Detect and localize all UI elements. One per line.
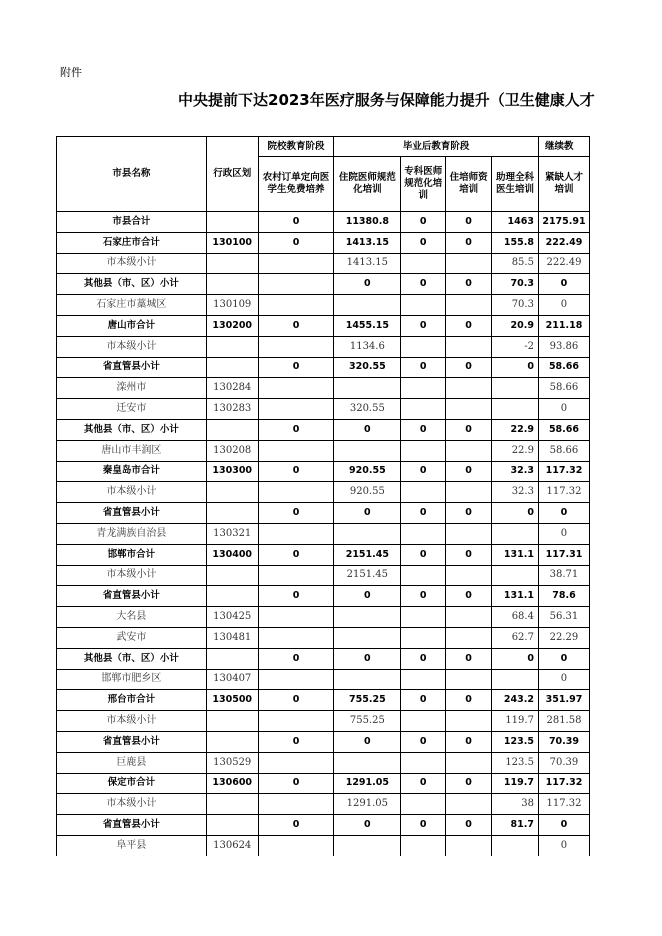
cell-admin-code: 130600 [206, 773, 258, 794]
cell-admin-code: 130283 [206, 399, 258, 420]
cell-shortage-talent-training: 78.6 [538, 586, 589, 607]
cell-resident-training: 755.25 [334, 690, 401, 711]
cell-resident-training: 0 [334, 648, 401, 669]
cell-rural-order [258, 399, 334, 420]
cell-trainer-training: 0 [446, 274, 492, 295]
cell-specialist-training [401, 482, 446, 503]
cell-rural-order: 0 [258, 461, 334, 482]
table-row [57, 253, 590, 274]
cell-admin-code: 130624 [206, 835, 258, 856]
cell-admin-code [206, 419, 258, 440]
header-trainer-training: 住培师资培训 [446, 157, 492, 212]
cell-shortage-talent-training: 117.32 [538, 482, 589, 503]
cell-rural-order [258, 336, 334, 357]
cell-rural-order: 0 [258, 315, 334, 336]
cell-specialist-training: 0 [401, 315, 446, 336]
cell-shortage-talent-training: 56.31 [538, 607, 589, 628]
table-row [57, 586, 590, 607]
cell-resident-training: 0 [334, 419, 401, 440]
cell-specialist-training [401, 253, 446, 274]
cell-city-name: 唐山市丰润区 [57, 440, 207, 461]
table-row [57, 835, 590, 856]
cell-rural-order [258, 794, 334, 815]
table-row [57, 274, 590, 295]
cell-city-name: 邯郸市肥乡区 [57, 669, 207, 690]
cell-resident-training: 920.55 [334, 461, 401, 482]
cell-city-name: 市县合计 [57, 212, 207, 233]
cell-rural-order: 0 [258, 586, 334, 607]
cell-assistant-gp-training [492, 669, 539, 690]
cell-city-name: 青龙满族自治县 [57, 523, 207, 544]
cell-assistant-gp-training: 85.5 [492, 253, 539, 274]
allocation-table-viewport [56, 136, 590, 856]
cell-admin-code [206, 503, 258, 524]
header-group-school: 院校教育阶段 [258, 137, 334, 157]
cell-shortage-talent-training: 117.32 [538, 794, 589, 815]
cell-trainer-training [446, 835, 492, 856]
cell-rural-order: 0 [258, 648, 334, 669]
cell-trainer-training [446, 794, 492, 815]
cell-resident-training [334, 295, 401, 316]
cell-trainer-training [446, 399, 492, 420]
cell-resident-training: 0 [334, 731, 401, 752]
cell-rural-order [258, 295, 334, 316]
cell-assistant-gp-training [492, 399, 539, 420]
cell-city-name: 邯郸市合计 [57, 544, 207, 565]
cell-city-name: 市本级小计 [57, 253, 207, 274]
cell-rural-order [258, 711, 334, 732]
cell-rural-order [258, 835, 334, 856]
cell-admin-code: 130200 [206, 315, 258, 336]
cell-rural-order [258, 378, 334, 399]
cell-assistant-gp-training: 68.4 [492, 607, 539, 628]
cell-assistant-gp-training: 123.5 [492, 752, 539, 773]
table-row [57, 794, 590, 815]
table-row [57, 711, 590, 732]
cell-assistant-gp-training: 155.8 [492, 232, 539, 253]
cell-trainer-training: 0 [446, 419, 492, 440]
cell-admin-code: 130208 [206, 440, 258, 461]
cell-shortage-talent-training: 117.31 [538, 544, 589, 565]
cell-trainer-training [446, 378, 492, 399]
cell-specialist-training: 0 [401, 419, 446, 440]
cell-shortage-talent-training: 58.66 [538, 419, 589, 440]
cell-rural-order [258, 482, 334, 503]
cell-admin-code: 130321 [206, 523, 258, 544]
cell-rural-order: 0 [258, 690, 334, 711]
cell-shortage-talent-training: 0 [538, 523, 589, 544]
cell-rural-order [258, 523, 334, 544]
cell-specialist-training [401, 523, 446, 544]
cell-specialist-training [401, 607, 446, 628]
cell-admin-code [206, 253, 258, 274]
header-specialist-training: 专科医师规范化培训 [401, 157, 446, 212]
cell-resident-training: 0 [334, 815, 401, 836]
table-row [57, 419, 590, 440]
header-group-row [57, 137, 590, 157]
cell-admin-code [206, 212, 258, 233]
cell-shortage-talent-training: 38.71 [538, 565, 589, 586]
cell-trainer-training: 0 [446, 212, 492, 233]
cell-city-name: 省直管县小计 [57, 815, 207, 836]
page-title: 中央提前下达2023年医疗服务与保障能力提升（卫生健康人才 [178, 91, 595, 109]
cell-city-name: 市本级小计 [57, 711, 207, 732]
cell-resident-training: 920.55 [334, 482, 401, 503]
cell-specialist-training [401, 711, 446, 732]
cell-rural-order: 0 [258, 544, 334, 565]
table-row [57, 544, 590, 565]
cell-admin-code: 130481 [206, 627, 258, 648]
cell-trainer-training [446, 711, 492, 732]
table-row [57, 523, 590, 544]
cell-assistant-gp-training: 0 [492, 648, 539, 669]
cell-shortage-talent-training: 93.86 [538, 336, 589, 357]
cell-specialist-training [401, 378, 446, 399]
cell-admin-code [206, 648, 258, 669]
cell-resident-training [334, 627, 401, 648]
cell-rural-order: 0 [258, 419, 334, 440]
table-row [57, 669, 590, 690]
cell-resident-training [334, 523, 401, 544]
cell-resident-training: 0 [334, 586, 401, 607]
header-admin-code: 行政区划 [206, 137, 258, 212]
cell-specialist-training [401, 835, 446, 856]
cell-shortage-talent-training: 0 [538, 274, 589, 295]
table-row [57, 648, 590, 669]
cell-specialist-training [401, 399, 446, 420]
cell-city-name: 保定市合计 [57, 773, 207, 794]
cell-admin-code: 130407 [206, 669, 258, 690]
cell-admin-code [206, 711, 258, 732]
table-row [57, 627, 590, 648]
cell-resident-training: 320.55 [334, 357, 401, 378]
cell-city-name: 秦皇岛市合计 [57, 461, 207, 482]
cell-rural-order [258, 565, 334, 586]
cell-rural-order: 0 [258, 773, 334, 794]
table-row [57, 815, 590, 836]
cell-rural-order [258, 627, 334, 648]
cell-resident-training: 1455.15 [334, 315, 401, 336]
cell-city-name: 市本级小计 [57, 565, 207, 586]
table-row [57, 357, 590, 378]
cell-specialist-training [401, 752, 446, 773]
cell-city-name: 省直管县小计 [57, 731, 207, 752]
cell-admin-code [206, 565, 258, 586]
cell-assistant-gp-training: 20.9 [492, 315, 539, 336]
cell-admin-code [206, 815, 258, 836]
cell-resident-training [334, 378, 401, 399]
cell-assistant-gp-training: 119.7 [492, 773, 539, 794]
table-row [57, 503, 590, 524]
cell-trainer-training [446, 336, 492, 357]
cell-resident-training: 1134.6 [334, 336, 401, 357]
cell-resident-training: 755.25 [334, 711, 401, 732]
cell-specialist-training: 0 [401, 586, 446, 607]
cell-specialist-training [401, 440, 446, 461]
cell-admin-code [206, 274, 258, 295]
cell-trainer-training: 0 [446, 690, 492, 711]
cell-rural-order [258, 440, 334, 461]
cell-shortage-talent-training: 2175.91 [538, 212, 589, 233]
cell-specialist-training [401, 627, 446, 648]
cell-shortage-talent-training: 117.32 [538, 773, 589, 794]
cell-shortage-talent-training: 0 [538, 503, 589, 524]
cell-specialist-training: 0 [401, 503, 446, 524]
cell-city-name: 市本级小计 [57, 794, 207, 815]
cell-rural-order [258, 607, 334, 628]
table-row [57, 295, 590, 316]
cell-assistant-gp-training: 32.3 [492, 461, 539, 482]
cell-specialist-training: 0 [401, 212, 446, 233]
cell-trainer-training: 0 [446, 461, 492, 482]
cell-trainer-training: 0 [446, 503, 492, 524]
cell-city-name: 唐山市合计 [57, 315, 207, 336]
cell-specialist-training [401, 565, 446, 586]
cell-trainer-training: 0 [446, 815, 492, 836]
header-shortage-talent-training: 紧缺人才培训 [538, 157, 589, 212]
cell-rural-order: 0 [258, 212, 334, 233]
cell-rural-order: 0 [258, 731, 334, 752]
table-row [57, 752, 590, 773]
cell-shortage-talent-training: 0 [538, 399, 589, 420]
cell-city-name: 武安市 [57, 627, 207, 648]
cell-rural-order [258, 669, 334, 690]
cell-assistant-gp-training: 119.7 [492, 711, 539, 732]
cell-trainer-training: 0 [446, 731, 492, 752]
cell-admin-code: 130425 [206, 607, 258, 628]
cell-assistant-gp-training: -2 [492, 336, 539, 357]
cell-admin-code [206, 357, 258, 378]
cell-admin-code: 130500 [206, 690, 258, 711]
cell-admin-code [206, 586, 258, 607]
cell-shortage-talent-training: 211.18 [538, 315, 589, 336]
attachment-label: 附件 [60, 66, 82, 79]
cell-trainer-training [446, 253, 492, 274]
cell-admin-code [206, 731, 258, 752]
cell-city-name: 省直管县小计 [57, 586, 207, 607]
cell-resident-training: 1291.05 [334, 773, 401, 794]
cell-specialist-training: 0 [401, 232, 446, 253]
cell-trainer-training: 0 [446, 357, 492, 378]
cell-shortage-talent-training: 58.66 [538, 357, 589, 378]
cell-city-name: 省直管县小计 [57, 357, 207, 378]
cell-assistant-gp-training: 22.9 [492, 440, 539, 461]
cell-city-name: 滦州市 [57, 378, 207, 399]
cell-resident-training: 1413.15 [334, 253, 401, 274]
header-resident-training: 住院医师规范化培训 [334, 157, 401, 212]
cell-trainer-training: 0 [446, 586, 492, 607]
cell-assistant-gp-training: 131.1 [492, 586, 539, 607]
cell-shortage-talent-training: 70.39 [538, 752, 589, 773]
cell-assistant-gp-training: 70.3 [492, 295, 539, 316]
cell-specialist-training: 0 [401, 731, 446, 752]
header-assistant-gp-training: 助理全科医生培训 [492, 157, 539, 212]
cell-specialist-training: 0 [401, 274, 446, 295]
cell-shortage-talent-training: 281.58 [538, 711, 589, 732]
table-row [57, 482, 590, 503]
cell-shortage-talent-training: 70.39 [538, 731, 589, 752]
cell-trainer-training: 0 [446, 544, 492, 565]
table-row [57, 440, 590, 461]
cell-assistant-gp-training [492, 523, 539, 544]
cell-assistant-gp-training [492, 378, 539, 399]
cell-admin-code [206, 336, 258, 357]
cell-shortage-talent-training: 22.29 [538, 627, 589, 648]
cell-admin-code: 130400 [206, 544, 258, 565]
table-row [57, 336, 590, 357]
cell-shortage-talent-training: 222.49 [538, 253, 589, 274]
cell-rural-order: 0 [258, 815, 334, 836]
cell-resident-training: 2151.45 [334, 565, 401, 586]
header-rural-order: 农村订单定向医学生免费培养 [258, 157, 334, 212]
cell-shortage-talent-training: 0 [538, 669, 589, 690]
cell-trainer-training [446, 627, 492, 648]
cell-admin-code [206, 482, 258, 503]
table-row [57, 378, 590, 399]
cell-assistant-gp-training: 1463 [492, 212, 539, 233]
cell-shortage-talent-training: 0 [538, 295, 589, 316]
cell-trainer-training [446, 669, 492, 690]
cell-resident-training [334, 835, 401, 856]
cell-trainer-training [446, 482, 492, 503]
cell-trainer-training: 0 [446, 232, 492, 253]
header-group-continuing: 继续教 [538, 137, 589, 157]
cell-city-name: 省直管县小计 [57, 503, 207, 524]
cell-trainer-training [446, 295, 492, 316]
cell-trainer-training: 0 [446, 648, 492, 669]
cell-assistant-gp-training [492, 565, 539, 586]
cell-shortage-talent-training: 0 [538, 815, 589, 836]
cell-assistant-gp-training: 123.5 [492, 731, 539, 752]
table-row [57, 461, 590, 482]
cell-resident-training: 1291.05 [334, 794, 401, 815]
cell-assistant-gp-training: 32.3 [492, 482, 539, 503]
cell-admin-code: 130109 [206, 295, 258, 316]
cell-trainer-training [446, 565, 492, 586]
cell-city-name: 巨鹿县 [57, 752, 207, 773]
cell-city-name: 其他县（市、区）小计 [57, 274, 207, 295]
cell-resident-training [334, 752, 401, 773]
cell-resident-training: 0 [334, 274, 401, 295]
cell-resident-training: 320.55 [334, 399, 401, 420]
cell-shortage-talent-training: 222.49 [538, 232, 589, 253]
table-row [57, 690, 590, 711]
cell-shortage-talent-training: 0 [538, 648, 589, 669]
cell-city-name: 阜平县 [57, 835, 207, 856]
cell-specialist-training: 0 [401, 773, 446, 794]
cell-admin-code: 130284 [206, 378, 258, 399]
table-row [57, 773, 590, 794]
cell-city-name: 其他县（市、区）小计 [57, 648, 207, 669]
table-row [57, 565, 590, 586]
table-row [57, 607, 590, 628]
cell-trainer-training: 0 [446, 315, 492, 336]
cell-assistant-gp-training: 0 [492, 503, 539, 524]
cell-rural-order [258, 752, 334, 773]
cell-city-name: 市本级小计 [57, 482, 207, 503]
cell-resident-training [334, 669, 401, 690]
cell-admin-code: 130529 [206, 752, 258, 773]
cell-assistant-gp-training: 0 [492, 357, 539, 378]
cell-city-name: 大名县 [57, 607, 207, 628]
cell-rural-order [258, 274, 334, 295]
cell-resident-training: 1413.15 [334, 232, 401, 253]
cell-city-name: 石家庄市藁城区 [57, 295, 207, 316]
table-row [57, 212, 590, 233]
header-city-name: 市县名称 [57, 137, 207, 212]
cell-rural-order: 0 [258, 357, 334, 378]
cell-assistant-gp-training: 70.3 [492, 274, 539, 295]
cell-city-name: 石家庄市合计 [57, 232, 207, 253]
cell-city-name: 迁安市 [57, 399, 207, 420]
cell-rural-order [258, 253, 334, 274]
cell-specialist-training [401, 669, 446, 690]
cell-rural-order: 0 [258, 232, 334, 253]
cell-shortage-talent-training: 58.66 [538, 440, 589, 461]
cell-assistant-gp-training: 81.7 [492, 815, 539, 836]
cell-trainer-training [446, 523, 492, 544]
cell-specialist-training [401, 336, 446, 357]
cell-shortage-talent-training: 117.32 [538, 461, 589, 482]
cell-specialist-training: 0 [401, 815, 446, 836]
cell-trainer-training [446, 607, 492, 628]
table-row [57, 315, 590, 336]
cell-trainer-training [446, 752, 492, 773]
cell-specialist-training [401, 794, 446, 815]
cell-admin-code [206, 794, 258, 815]
cell-assistant-gp-training: 38 [492, 794, 539, 815]
header-group-postgrad: 毕业后教育阶段 [334, 137, 539, 157]
table-row [57, 731, 590, 752]
cell-specialist-training [401, 295, 446, 316]
cell-assistant-gp-training: 243.2 [492, 690, 539, 711]
cell-trainer-training [446, 440, 492, 461]
cell-specialist-training: 0 [401, 461, 446, 482]
cell-specialist-training: 0 [401, 690, 446, 711]
cell-shortage-talent-training: 58.66 [538, 378, 589, 399]
cell-admin-code: 130300 [206, 461, 258, 482]
cell-admin-code: 130100 [206, 232, 258, 253]
table-row [57, 232, 590, 253]
cell-trainer-training: 0 [446, 773, 492, 794]
cell-assistant-gp-training [492, 835, 539, 856]
table-row [57, 399, 590, 420]
cell-city-name: 其他县（市、区）小计 [57, 419, 207, 440]
cell-specialist-training: 0 [401, 648, 446, 669]
cell-specialist-training: 0 [401, 544, 446, 565]
cell-assistant-gp-training: 131.1 [492, 544, 539, 565]
allocation-table [56, 136, 590, 856]
cell-assistant-gp-training: 62.7 [492, 627, 539, 648]
cell-resident-training: 11380.8 [334, 212, 401, 233]
cell-shortage-talent-training: 351.97 [538, 690, 589, 711]
cell-rural-order: 0 [258, 503, 334, 524]
cell-resident-training [334, 607, 401, 628]
cell-resident-training [334, 440, 401, 461]
cell-city-name: 邢台市合计 [57, 690, 207, 711]
cell-city-name: 市本级小计 [57, 336, 207, 357]
cell-shortage-talent-training: 0 [538, 835, 589, 856]
cell-resident-training: 0 [334, 503, 401, 524]
cell-specialist-training: 0 [401, 357, 446, 378]
cell-assistant-gp-training: 22.9 [492, 419, 539, 440]
cell-resident-training: 2151.45 [334, 544, 401, 565]
